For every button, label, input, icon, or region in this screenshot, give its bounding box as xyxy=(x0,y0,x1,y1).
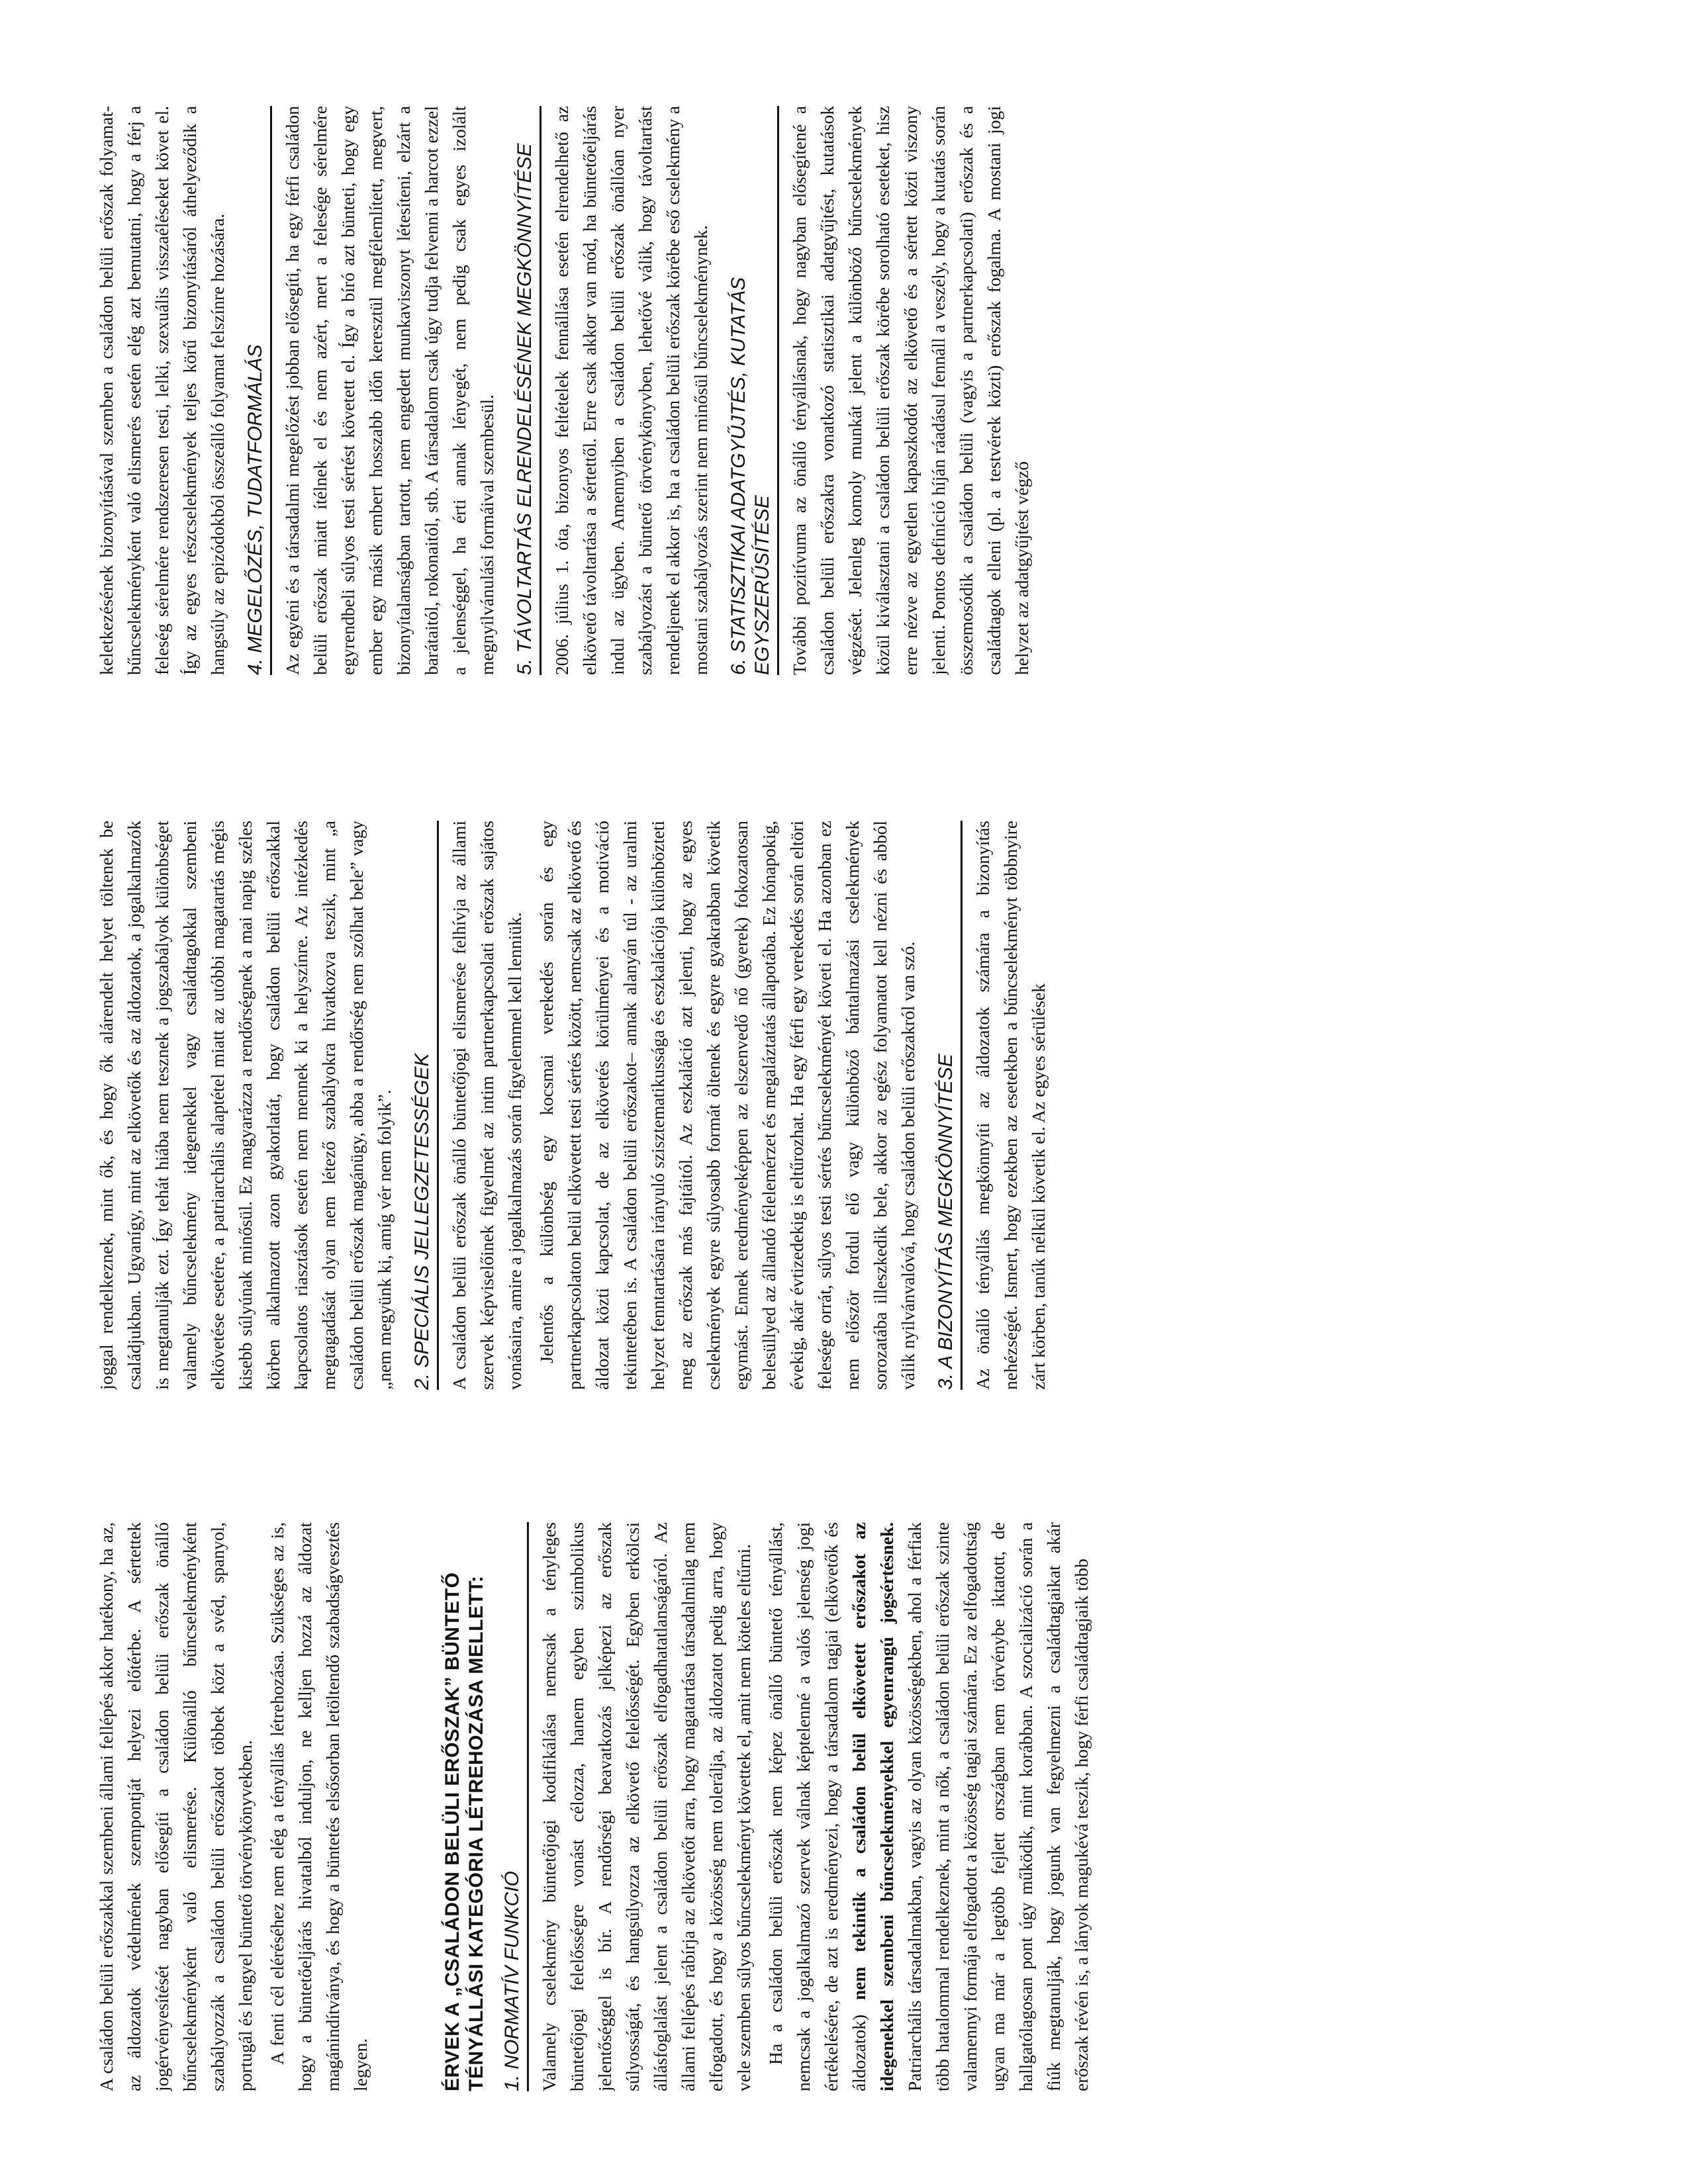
paragraph: keletkezésének bizonyításával szemben a családon belüli erőszak folyamat-bűncselekményként való elismerés esetén elég azt bemutatni, hogy a férj a feleség sérelmére rendszeresen testi, lelki, szexuális visszaéléseket követ el. Így az egyes részcselekmények teljes körű bizonyításáról áthelyeződik a hangsúly az epizódokból összeálló folyamat felszínre hozására. xyxy=(96,106,228,675)
paragraph-text: Ha a családon belüli erőszak nem képez önálló büntető tényállást, nemcsak a jogalkalmazó szervek válnak képtelenné a valós jelenség jogi értékelésére, de azt is eredményezi, hogy a társadalom tagjai (elkövetők és áldozatok) xyxy=(765,1522,869,2091)
paragraph-text: Patriarchális társadalmakban, vagyis az olyan közösségekben, ahol a férfiak több hatalommal rendelkeznek, mint a nők, a családon belüli erőszak szinte valamennyi formája elfogadott a közösség tagjai számára. Ez az elfogadottság ugyan ma már a legtöbb fejlett országban nem törvénybe iktatott, de hallgatólagosan pont úgy működik, mint korábban. A szocializáció során a fiúk megtanulják, hogy jogunk van fegyelmezni a családtagjaikat akár erőszak révén is, a lányok magukévá teszik, hogy férfi családtagjaik több xyxy=(904,1522,1092,2091)
subsection-heading-1: 1. NORMATÍV FUNKCIÓ xyxy=(500,1522,529,2091)
paragraph: A családon belüli erőszakkal szembeni állami fellépés akkor hatékony, ha az, az áldozatok védelmének szempontját helyezi előtérbe. A sértettek jogérvényesítését nagyban elősegíti a családon belüli erőszak önálló bűncselekményként való elismerése. Különálló bűncselekményként szabályozzák a családon belüli erőszakot többek közt a svéd, spanyol, portugál és lengyel büntető törvénykönyvekben. xyxy=(96,1522,256,2091)
paragraph: Az önálló tényállás megkönnyíti az áldozatok számára a bizonyítás nehézségét. Ismert, hogy ezekben az esetekben a bűncselekményt többnyire zárt körben, tanúk nélkül követik el. Az egyes sérülések xyxy=(972,821,1049,1390)
paragraph: További pozitívuma az önálló tényállásnak, hogy nagyban elősegítené a családon belüli erőszakra vonatkozó statisztikai adatgyűjtést, kutatások végzését. Jelenleg komoly munkát jelent a különböző bűncselekmények közül kiválasztani a családon belüli erőszak körébe sorolható eseteket, hisz erre nézve az egyetlen kapaszkodót az elkövető és a sértett közti viszony jelenti. Pontos definíció híján ráadásul fennáll a veszély, hogy a kutatás során összemosódik a családon belüli (vagyis a partnerkapcsolati) erőszak és a családtagok elleni (pl. a testvérek közti) erőszak fogalma. A mostani jogi helyzet az adatgyűjtést végző xyxy=(789,106,1032,675)
subsection-heading-4: 4. MEGELŐZÉS, TUDATFORMÁLÁS xyxy=(244,106,272,675)
subsection-heading-3: 3. A BIZONYÍTÁS MEGKÖNNYÍTÉSE xyxy=(934,821,962,1390)
paragraph: joggal rendelkeznek, mint ők, és hogy ők alárendelt helyet töltenek be családjukban. Ugyanígy, mint az elkövetők és az áldozatok, a jogalkalmazók is megtanulják ezt. Így tehát hiába nem tesznek a jogszabályok különbséget valamely bűncselekmény idegenekkel vagy családtagokkal szembeni elkövetése esetére, a patriarchális alaptétel miatt az utóbbi magatartás mégis kisebb súlyúnak minősül. Ez magyarázza a rendőrségnek a mai napig széles körben alkalmazott azon gyakorlatát, hogy családon belüli erőszakkal kapcsolatos riasztások esetén nem mennek ki a helyszínre. Az intézkedés megtagadását olyan nem létező szabályokra hivatkozva teszik, mint „a családon belüli erőszak magánügy, abba a rendőrség nem szólhat bele” vagy „nem megyünk ki, amíg vér nem folyik”. xyxy=(96,821,395,1390)
paragraph: Valamely cselekmény büntetőjogi kodifikálása nemcsak a tényleges büntetőjogi felelősségre vonást célozza, hanem egyben szimbolikus jelentőséggel is bír. A rendőrségi beavatkozás jelképezi az erőszak súlyosságát, és hangsúlyozza az elkövető felelősségét. Egyben erkölcsi állásfoglalást jelent a családon belüli erőszak elfogadhatatlanságáról. Az állami fellépés rábírja az elkövetőt arra, hogy magatartása társadalmilag nem elfogadott, és hogy a közösség nem tolerálja, az áldozatot pedig arra, hogy vele szemben súlyos bűncselekményt követtek el, amit nem köteles eltűrni. xyxy=(539,1522,754,2091)
paragraph: A családon belüli erőszak önálló büntetőjogi elismerése felhívja az állami szervek képviselőinek figyelmét az intim partnerkapcsolati erőszak sajátos vonásaira, amire a jogalkalmazás során figyelemmel kell lenniük. xyxy=(449,821,525,1390)
subsection-heading-2: 2. SPECIÁLIS JELLEGZETESSÉGEK xyxy=(410,821,439,1390)
subsection-heading-6: 6. STATISZTIKAI ADATGYŰJTÉS, KUTATÁS EGYSZERŰSÍTÉSE xyxy=(727,106,779,675)
text-column-1 xyxy=(93,1522,1602,2091)
paragraph: 2006. július 1. óta, bizonyos feltételek fennállása esetén elrendelhető az elkövető távoltartása a sértettől. Erre csak akkor van mód, ha büntetőeljárás indul az ügyben. Amennyiben a családon belüli erőszak önállóan nyer szabályozást a büntető törvénykönyvben, lehetővé válik, hogy távoltartást rendeljenek el akkor is, ha a családon belüli erőszak körébe eső cselekmény a mostani szabályozás szerint nem minősül bűncselekménynek. xyxy=(551,106,711,675)
paragraph: Az egyéni és a társadalmi megelőzést jobban elősegíti, ha egy férfi családon belüli erőszak miatt ítélnek el és nem azért, mert a felesége sérelmére egyrendbeli súlyos testi sértést követett el. Így a bíró azt bünteti, hogy egy ember egy másik embert hosszabb időn keresztül megfélemlített, megvert, bizonyítalanságban tartott, nem engedett munkaviszonyt létesíteni, elzárt a barátaitól, rokonaitól, stb. A társadalom csak úgy tudja felvenni a harcot ezzel a jelenséggel, ha érti annak lényegét, nem pedig csak egyes izolált megnyilvánulási formáival szembesül. xyxy=(282,106,497,675)
text-column-3 xyxy=(93,106,1602,675)
paragraph: Jelentős a különbség egy kocsmai verekedés során és egy partnerkapcsolaton belül elkövetett testi sértés között, nemcsak az elkövető és áldozat közti kapcsolat, de az elkövetés körülményei és a motiváció tekintetében is. A családon belüli erőszakot– annak alanyán túl - az uralmi helyzet fenntartására irányuló szisztematikussága és eszkalációja különbözteti meg az erőszak más fajtáitól. Az eszkaláció azt jelenti, hogy az egyes cselekmények egyre súlyosabb formát öltenek és egyre gyakrabban követik egymást. Ennek eredményeképpen az elszenvedő nő (gyerek) fokozatosan belesüllyed az állandó félelemérzet és megaláztatás állapotába. Ez hónapokig, évekig, akár évtizedekig is eltűrozhat. Ha egy férfi egy verekedés során eltöri felesége orrát, súlyos testi sértés bűncselekményét követi el. Ha azonban ez nem először fordul elő vagy különböző bántalmazási cselekmények sorozatába illeszkedik bele, akkor az egész folyamatot kell nézni és abból válik nyilvánvalóvá, hogy családon belüli erőszakról van szó. xyxy=(536,821,918,1390)
subsection-heading-5: 5. TÁVOLTARTÁS ELRENDELÉSÉNEK MEGKÖNNYÍTÉSE xyxy=(513,106,541,675)
bold-emphasis: nem tekintik a családon belül elkövetett erőszakot az idegenekkel szembeni bűncselekményekkel egyenrangú jogsértésnek. xyxy=(849,1522,897,2091)
section-heading: ÉRVEK A „CSALÁDON BELÜLI ERŐSZAK” BÜNTETŐ TÉNYÁLLÁSI KATEGÓRIA LÉTREHOZÁSA MELLETT: xyxy=(442,1572,487,2091)
paragraph xyxy=(762,1522,1096,2091)
paragraph: A fenti cél eléréséhez nem elég a tényállás létrehozása. Szükséges az is, hogy a büntetőeljárás hivatalból induljon, ne kelljen hozzá az áldozat magánindítványa, és hogy a büntetés elsősorban letöltendő szabadságvesztés legyen. xyxy=(267,1522,371,2091)
text-column-2 xyxy=(93,821,1602,1390)
